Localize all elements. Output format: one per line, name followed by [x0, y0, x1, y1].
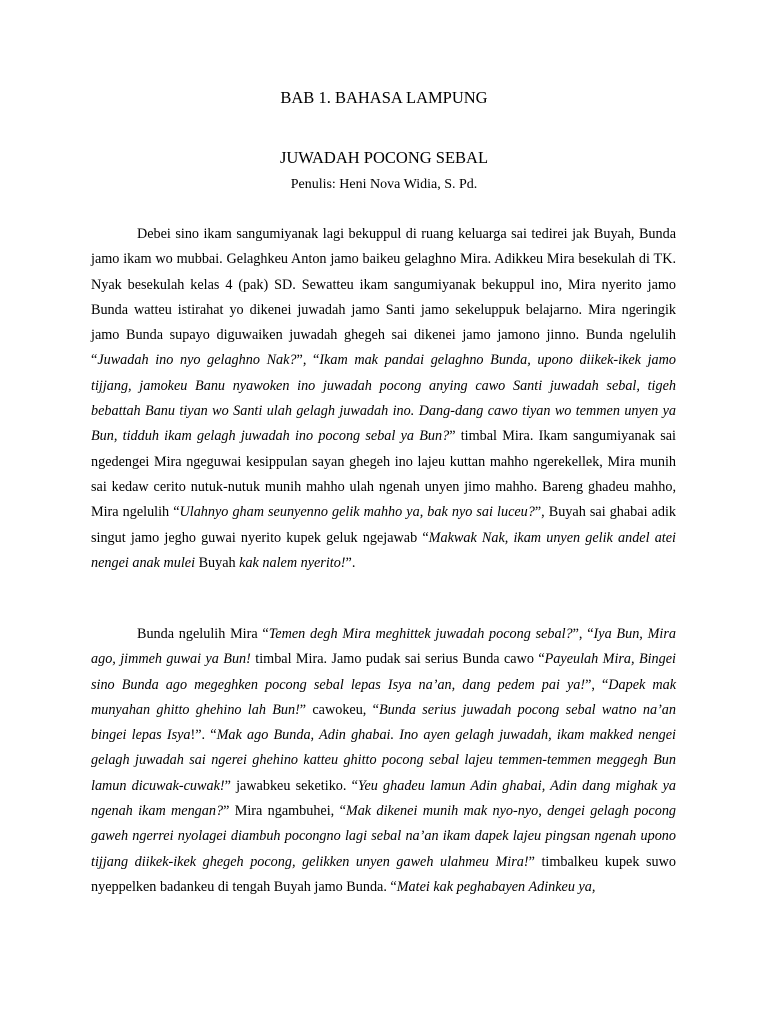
text-run: ” timbalkeu kupek suwo nyeppelken badankeu di tengah Buyah jamo Bunda. “ [91, 853, 676, 895]
italic-text-run: Mak dikenei munih mak nyo-nyo, dengei gelagh pocong gaweh ngerrei nyolagei diambuh pocongno lagi sebal na’an ikam dapek lajeu pingsan ngenah upono tijjang diikek-ikek ghegeh pocong, gelikken unyen gaweh ulahmeu Mira! [91, 803, 677, 870]
text-run: ”. [345, 554, 356, 571]
italic-text-run: kak nalem nyerito! [239, 554, 346, 571]
text-run: Buyah [195, 554, 240, 571]
text-run: ”, Buyah sai ghabai adik singut jamo jegho guwai nyerito kupek geluk ngejawab “ [91, 504, 677, 546]
text-run: ”, “ [572, 626, 594, 642]
text-run: ” cawokeu, “ [299, 701, 379, 718]
italic-text-run: Makwak Nak, ikam unyen gelik andel atei nengei anak mulei [91, 529, 676, 571]
italic-text-run: Yeu ghadeu lamun Adin ghabai, Adin dang mighak ya ngenah ikam mengan? [91, 777, 676, 820]
author-line: Penulis: Heni Nova Widia, S. Pd. [290, 177, 478, 192]
italic-text-run: Temen degh Mira meghittek juwadah pocong sebal? [268, 626, 573, 642]
story-title: JUWADAH POCONG SEBAL [279, 148, 489, 167]
italic-text-run: Iya Bun, Mira ago, jimmeh guwai ya Bun! [91, 626, 676, 668]
italic-text-run: Dapek mak munyahan ghitto ghehino lah Bun! [91, 676, 676, 718]
chapter-heading: BAB 1. BAHASA LAMPUNG [280, 88, 488, 107]
story-paragraph [91, 622, 676, 900]
text-run: !”. “ [190, 727, 217, 744]
italic-text-run: Payeulah Mira, Bingei sino Bunda ago megeghken pocong sebal lepas Isya na’an, dang pedem pai ya! [91, 651, 676, 693]
text-run: timbal Mira. Jamo pudak sai serius Bunda cawo “ [250, 651, 545, 668]
italic-text-run: Ulahnyo gham seunyenno gelik mahho ya, bak nyo sai luceu? [179, 504, 535, 521]
italic-text-run: Mak ago Bunda, Adin ghabai. Ino ayen gelagh juwadah, ikam makked nengei gelagh juwadah sai ngerei ghehino katteu ghitto pocong sebal lajeu temmen-temmen meggegh Bun lamun dicuwak-cuwak! [91, 727, 676, 794]
italic-text-run: Ikam mak pandai gelaghno Bunda, upono diikek-ikek jamo tijjang, jamokeu Banu nyawoken ino juwadah pocong anying cawo Santi juwadah sebal, tigeh bebattah Banu tiyan wo Santi ulah gelagh juwadah ino. Dang-dang cawo tiyan wo temmen unyen ya Bun, tidduh ikam gelagh juwadah ino pocong sebal ya Bun? [91, 352, 676, 445]
italic-text-run: Matei kak peghabayen Adinkeu ya, [396, 878, 596, 895]
text-run: ” Mira ngambuhei, “ [223, 803, 346, 820]
text-run: ” jawabkeu seketiko. “ [224, 777, 358, 794]
text-run: Bunda ngelulih Mira “ [137, 626, 269, 642]
text-run: Debei sino ikam sangumiyanak lagi bekuppul di ruang keluarga sai tedirei jak Buyah, Bunda jamo ikam wo mubbai. Gelaghkeu Anton jamo baikeu gelaghno Mira. Adikkeu Mira besekulah di TK. Nyak besekulah kelas 4 (pak) SD. Sewatteu ikam sangumiyanak bekuppul ino, Mira nyerito jamo Bunda watteu istirahat yo dikenei juwadah jamo Santi jamo sekeluppuk belajarno. Mira ngeringik jamo Bunda supayo diguwaiken juwadah ghegeh sai dikenei jamo jamono jinno. Bunda ngelulih “ [91, 226, 676, 369]
italic-text-run: Juwadah ino nyo gelaghno Nak? [97, 352, 297, 369]
story-paragraph [91, 222, 676, 576]
text-run: ”, “ [296, 352, 320, 369]
text-run: ” timbal Mira. Ikam sangumiyanak sai ngedengei Mira ngeguwai kesippulan sayan ghegeh ino lajeu kuttan mahho ngerekellek, Mira munih sai kedaw cerito nutuk-nutuk munih mahho ulah ngenah unyen jimo mahho. Bareng ghadeu mahho, Mira ngelulih “ [91, 428, 676, 521]
text-run: ”, “ [585, 676, 609, 693]
italic-text-run: Bunda serius juwadah pocong sebal watno na’an bingei lepas Isya [91, 701, 676, 744]
